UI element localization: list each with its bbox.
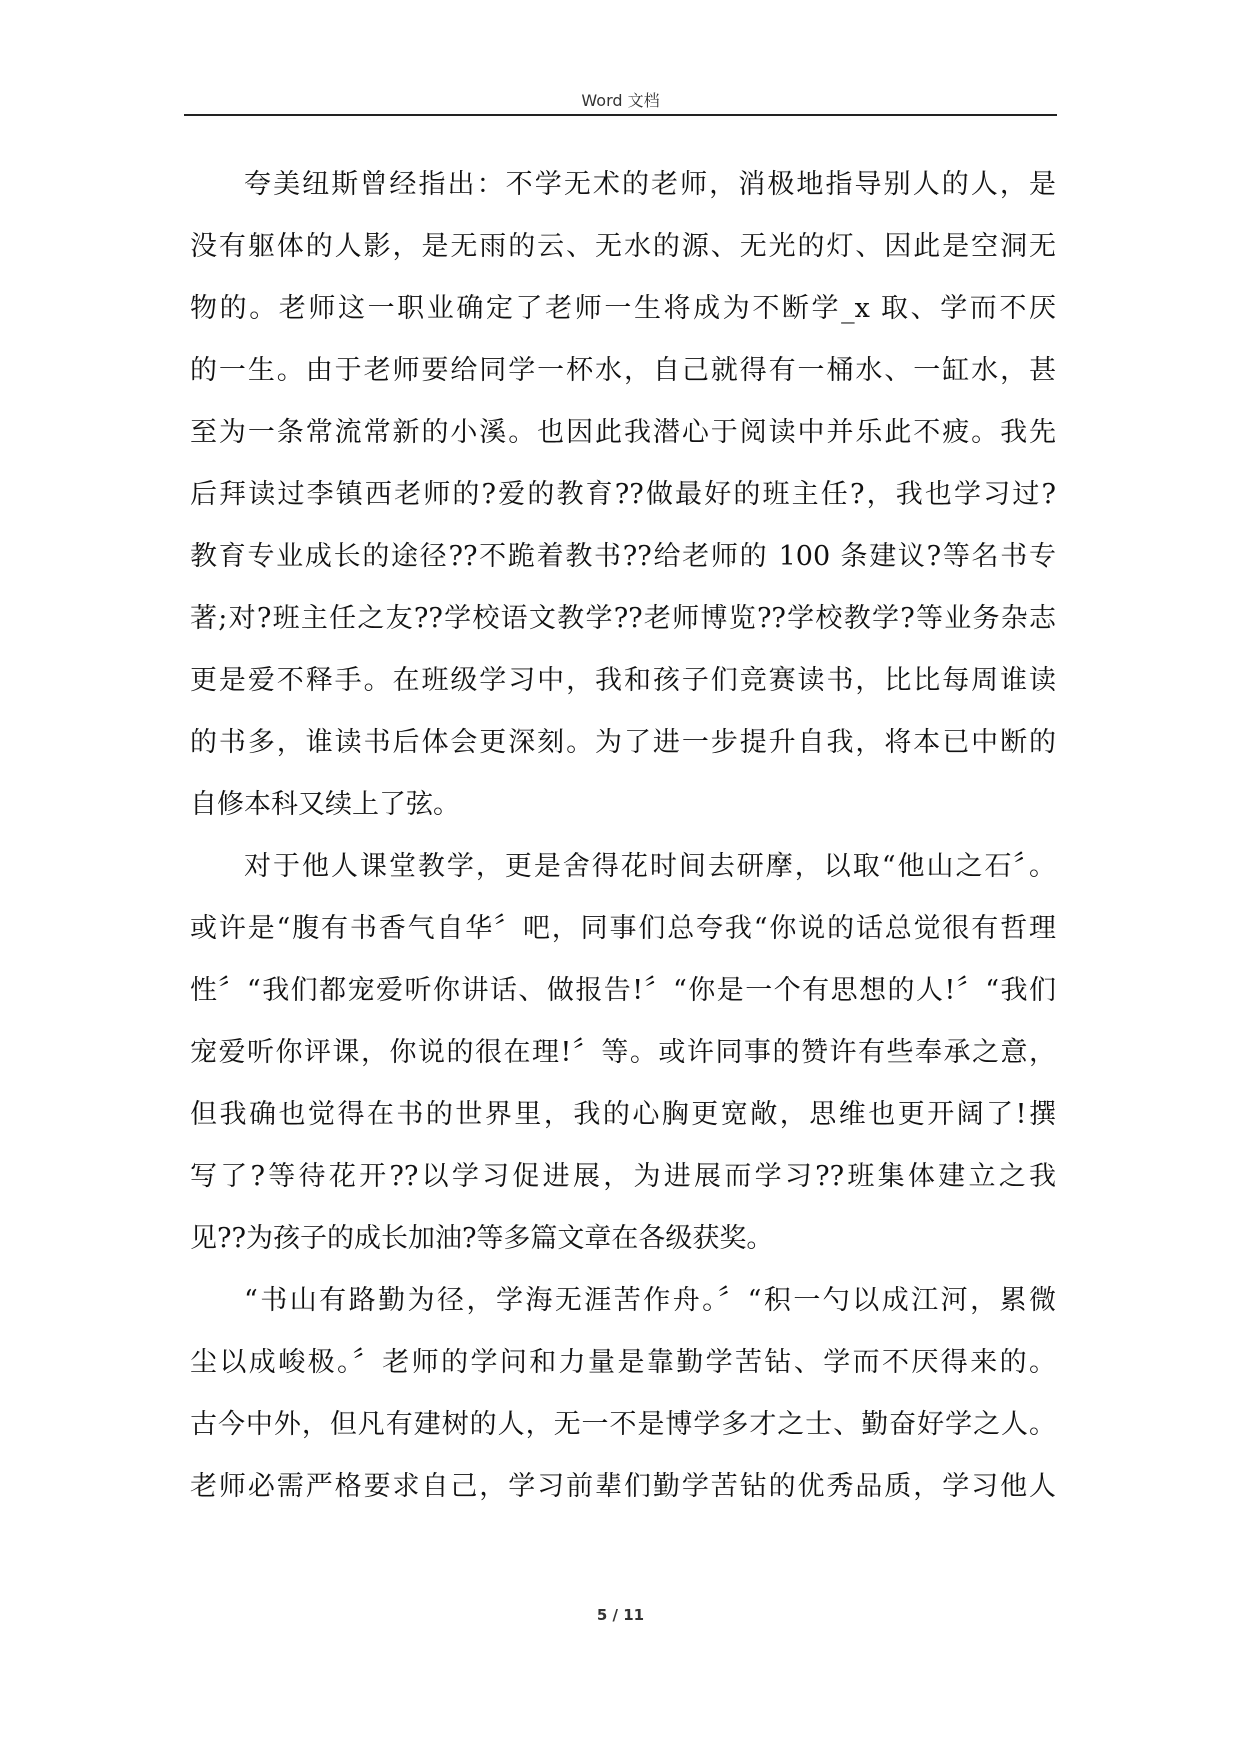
document-body: [190, 154, 1056, 1518]
paragraph-1-line-4: 的一生。由于老师要给同学一杯水，自己就得有一桶水、一缸水，甚: [190, 355, 1056, 386]
paragraph-1-line-7: 教育专业成长的途径??不跪着教书??给老师的 100 条建议?等名书专: [190, 541, 1056, 572]
paragraph-1-line-2: 没有躯体的人影，是无雨的云、无水的源、无光的灯、因此是空洞无: [190, 231, 1056, 262]
page-header: Word 文档: [581, 91, 660, 110]
paragraph-2-line-5: 但我确也觉得在书的世界里，我的心胸更宽敞，思维也更开阔了!撰: [190, 1099, 1056, 1130]
paragraph-1-line-10: 的书多，谁读书后体会更深刻。为了进一步提升自我，将本已中断的: [190, 727, 1056, 758]
paragraph-2-line-2: 或许是“腹有书香气自华〞吧，同事们总夸我“你说的话总觉很有哲理: [190, 913, 1056, 944]
paragraph-1-line-6: 后拜读过李镇西老师的?爱的教育??做最好的班主任?，我也学习过?: [190, 479, 1056, 510]
paragraph-3-line-3: 古今中外，但凡有建树的人，无一不是博学多才之士、勤奋好学之人。: [190, 1409, 1056, 1440]
paragraph-3-line-4: 老师必需严格要求自己，学习前辈们勤学苦钻的优秀品质，学习他人: [190, 1471, 1056, 1502]
paragraph-2-line-6: 写了?等待花开??以学习促进展，为进展而学习??班集体建立之我: [190, 1161, 1056, 1192]
paragraph-1-line-8: 著;对?班主任之友??学校语文教学??老师博览??学校教学?等业务杂志: [190, 603, 1056, 634]
paragraph-1-line-1: 夸美纽斯曾经指出：不学无术的老师，消极地指导别人的人，是: [244, 169, 1056, 200]
page-number: 5 / 11: [596, 1606, 645, 1624]
paragraph-2-line-4: 宠爱听你评课，你说的很在理!〞等。或许同事的赞许有些奉承之意，: [190, 1037, 1056, 1068]
paragraph-3-line-2: 尘以成峻极。〞老师的学问和力量是靠勤学苦钻、学而不厌得来的。: [190, 1347, 1056, 1378]
paragraph-3-line-1: “书山有路勤为径，学海无涯苦作舟。〞“积一勺以成江河，累微: [244, 1285, 1056, 1316]
paragraph-1-line-9: 更是爱不释手。在班级学习中，我和孩子们竞赛读书，比比每周谁读: [190, 665, 1056, 696]
paragraph-1-line-5: 至为一条常流常新的小溪。也因此我潜心于阅读中并乐此不疲。我先: [190, 417, 1056, 448]
paragraph-1-line-3: 物的。老师这一职业确定了老师一生将成为不断学_x 取、学而不厌: [190, 293, 1056, 324]
header-divider: [184, 114, 1057, 116]
paragraph-2-line-1: 对于他人课堂教学，更是舍得花时间去研摩，以取“他山之石〞。: [244, 851, 1056, 882]
paragraph-1-line-11: 自修本科又续上了弦。: [190, 789, 460, 820]
paragraph-2-line-7: 见??为孩子的成长加油?等多篇文章在各级获奖。: [190, 1223, 774, 1254]
paragraph-2-line-3: 性〞“我们都宠爱听你讲话、做报告!〞“你是一个有思想的人!〞“我们: [190, 975, 1056, 1006]
